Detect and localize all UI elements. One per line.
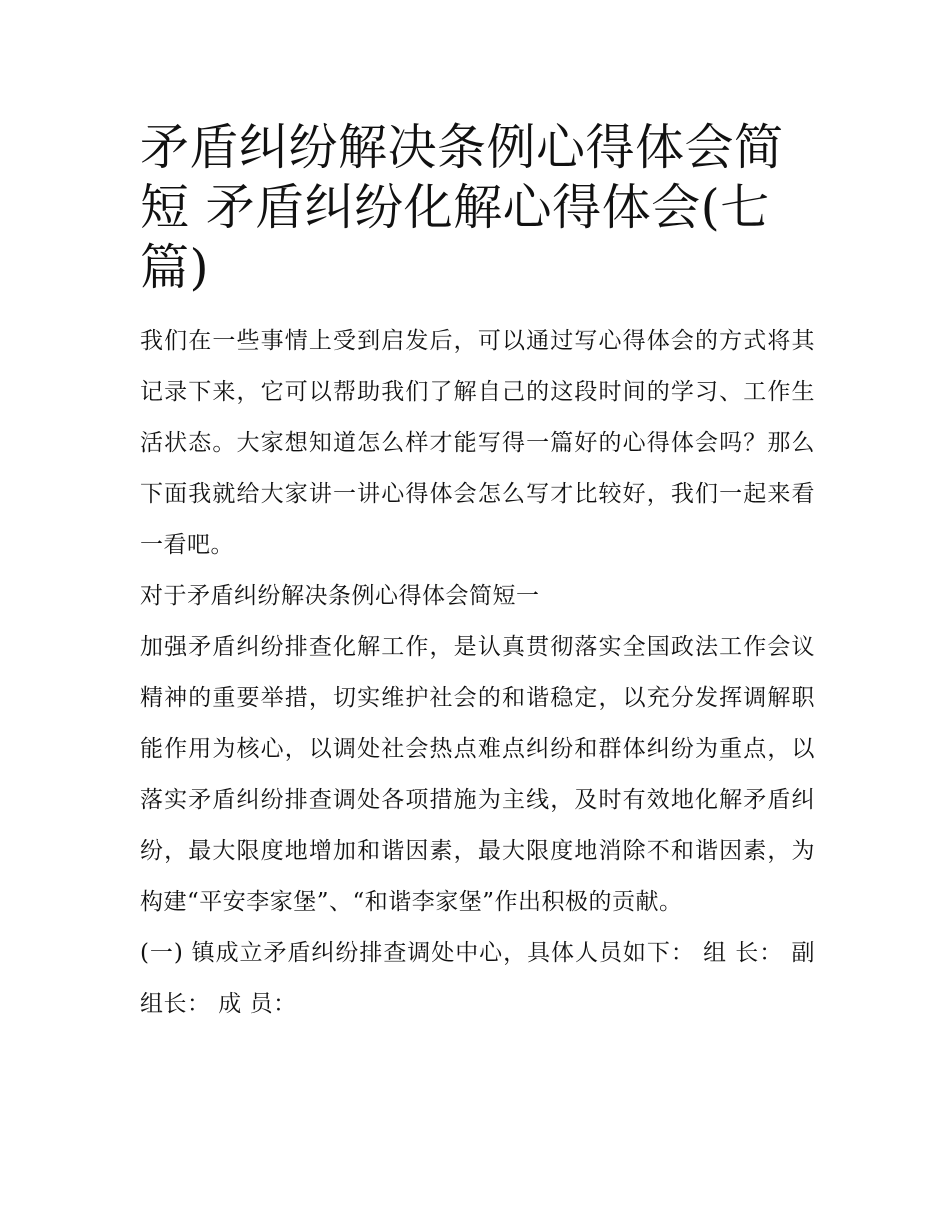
document-page [140,118,815,1030]
section-heading: 对于矛盾纠纷解决条例心得体会简短一 [140,583,540,609]
document-title: 矛盾纠纷解决条例心得体会简短 矛盾纠纷化解心得体会(七篇) [140,119,784,296]
body-paragraph-1: 加强矛盾纠纷排查化解工作，是认真贯彻落实全国政法工作会议精神的重要举措，切实维护社会的和谐稳定，以充分发挥调解职能作用为核心，以调处社会热点难点纠纷和群体纠纷为重点，以落实矛盾纠纷排查调处各项措施为主线，及时有效地化解矛盾纠纷，最大限度地增加和谐因素，最大限度地消除不和谐因素，为构建“平安李家堡”、“和谐李家堡”作出积极的贡献。 [140,634,815,915]
body-paragraph-2: (一) 镇成立矛盾纠纷排查调处中心，具体人员如下： 组 长： 副组长： 成 员： [140,940,815,1017]
intro-paragraph: 我们在一些事情上受到启发后，可以通过写心得体会的方式将其记录下来，它可以帮助我们了解自己的这段时间的学习、工作生活状态。大家想知道怎么样才能写得一篇好的心得体会吗？那么下面我就给大家讲一讲心得体会怎么写才比较好，我们一起来看一看吧。 [140,328,815,558]
